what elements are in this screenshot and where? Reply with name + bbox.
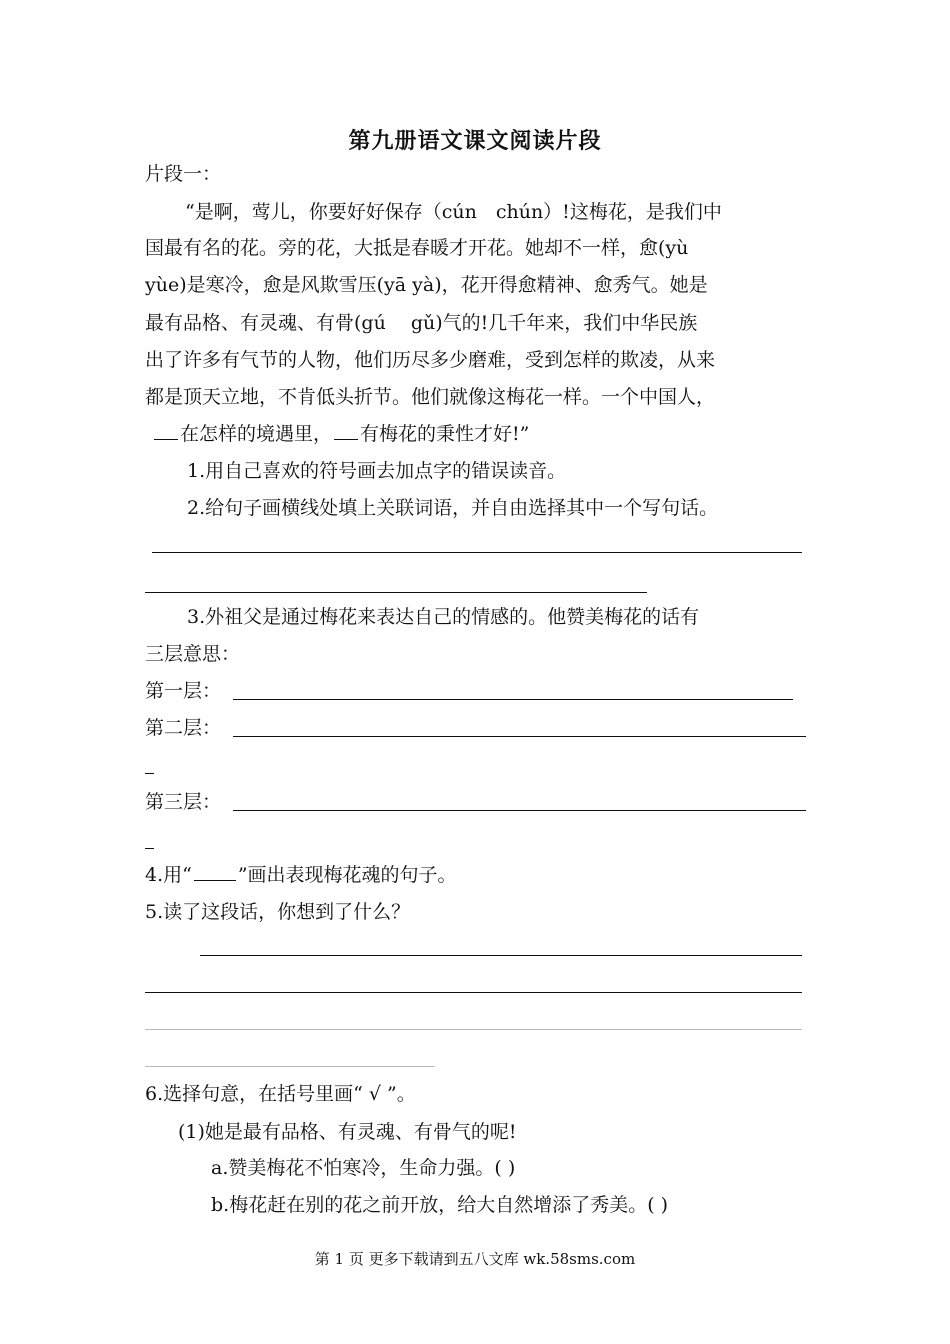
answer-line-layer-2-tail — [145, 773, 154, 774]
answer-line-layer-3-tail — [145, 848, 154, 849]
question-3-line-1: 3.外祖父是通过梅花来表达自己的情感的。他赞美梅花的话有 — [187, 606, 700, 628]
answer-line-layer-1[interactable] — [233, 699, 793, 700]
layer-3-label: 第三层： — [145, 791, 222, 813]
section-label: 片段一： — [145, 163, 222, 185]
answer-line-q2-2[interactable] — [145, 592, 647, 593]
passage-line-2: 国最有名的花。旁的花，大抵是春暖才开花。她却不一样，愈(yù — [145, 237, 689, 259]
page-title: 第九册语文课文阅读片段 — [348, 128, 602, 154]
answer-line-q5-4[interactable] — [145, 1066, 435, 1067]
answer-line-layer-2[interactable] — [233, 736, 806, 737]
underline-sample — [194, 879, 236, 881]
option-b[interactable]: b.梅花赶在别的花之前开放，给大自然增添了秀美。( ) — [211, 1194, 669, 1216]
answer-line-q5-1[interactable] — [200, 955, 802, 956]
question-6-sub-1: (1)她是最有品格、有灵魂、有骨气的呢! — [178, 1121, 517, 1143]
question-3-line-2: 三层意思： — [145, 643, 241, 665]
question-4: 4.用“ ”画出表现梅花魂的句子。 — [145, 864, 457, 886]
passage-line-1: “是啊，莺儿，你要好好保存（cún chún）!这梅花，是我们中 — [185, 201, 722, 223]
passage-line-3: yùe)是寒冷，愈是风欺雪压(yā yà)，花开得愈精神、愈秀气。她是 — [145, 274, 708, 296]
passage-line-7: 在怎样的境遇里， 有梅花的秉性才好!” — [152, 422, 529, 446]
answer-line-q5-2[interactable] — [145, 992, 802, 993]
question-6: 6.选择句意，在括号里画“ √ ”。 — [145, 1083, 416, 1105]
question-2: 2.给句子画横线处填上关联词语，并自由选择其中一个写句话。 — [187, 497, 719, 519]
passage-line-6: 都是顶天立地，不肯低头折节。他们就像这梅花一样。一个中国人， — [145, 386, 716, 408]
question-5: 5.读了这段话，你想到了什么？ — [145, 901, 411, 923]
answer-line-layer-3[interactable] — [233, 810, 806, 811]
blank-conjunction-1[interactable] — [154, 438, 178, 440]
option-a[interactable]: a.赞美梅花不怕寒冷，生命力强。( ) — [211, 1157, 516, 1179]
answer-line-q5-3[interactable] — [145, 1029, 802, 1030]
page-footer: 第 1 页 更多下载请到五八文库 wk.58sms.com — [314, 1250, 636, 1268]
answer-line-q2-1[interactable] — [152, 552, 802, 553]
blank-conjunction-2[interactable] — [334, 438, 358, 440]
question-1: 1.用自己喜欢的符号画去加点字的错误读音。 — [187, 460, 567, 482]
layer-1-label: 第一层： — [145, 680, 222, 702]
layer-2-label: 第二层： — [145, 717, 222, 739]
passage-line-4: 最有品格、有灵魂、有骨(gú gǔ)气的!几千年来，我们中华民族 — [145, 312, 698, 334]
passage-line-5: 出了许多有气节的人物，他们历尽多少磨难，受到怎样的欺凌，从来 — [145, 349, 716, 371]
